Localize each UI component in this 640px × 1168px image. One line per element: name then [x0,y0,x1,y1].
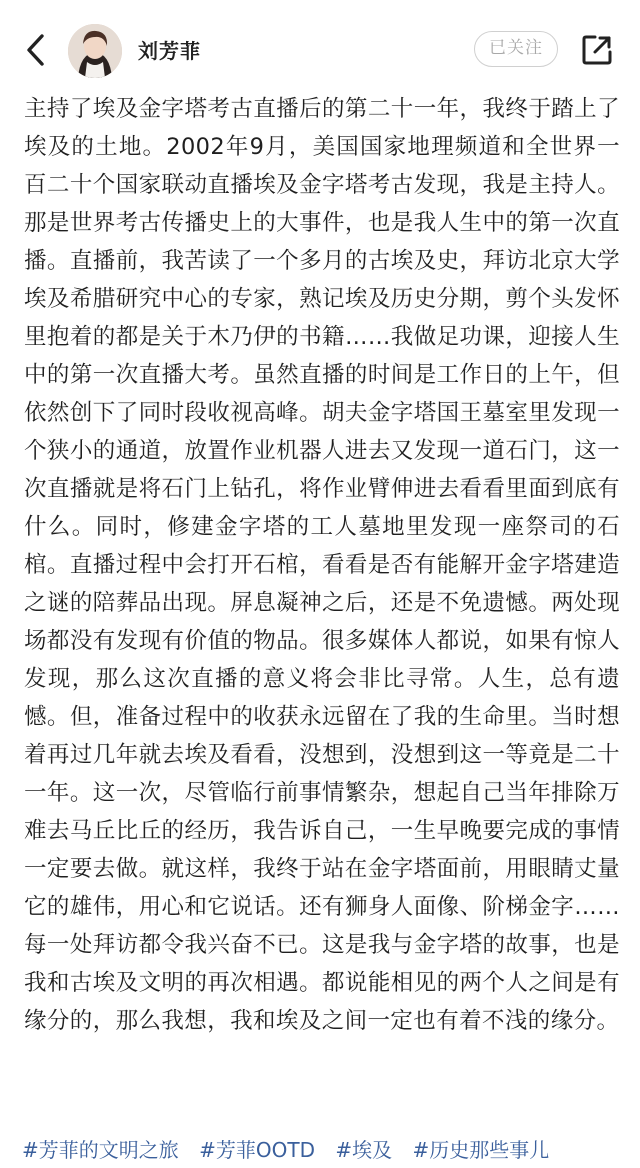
hashtag-list [22,1132,632,1168]
follow-button[interactable]: 已关注 [474,31,558,67]
top-bar [0,0,640,100]
back-button[interactable] [22,30,52,70]
hashtag[interactable]: #历史那些事儿 [412,1138,550,1162]
hashtag[interactable]: #埃及 [335,1138,393,1162]
share-icon [580,33,614,67]
author-name[interactable]: 刘芳菲 [138,39,201,63]
hashtag[interactable]: #芳菲的文明之旅 [22,1138,179,1162]
avatar[interactable] [68,24,122,78]
hashtag[interactable]: #芳菲OOTD [199,1138,315,1162]
share-button[interactable] [580,33,614,67]
article-body: 主持了埃及金字塔考古直播后的第二十一年，我终于踏上了埃及的土地。2002年9月，美国国家地理频道和全世界一百二十个国家联动直播埃及金字塔考古发现，我是主持人。那是世界考古传播史上的大事件，也是我人生中的第一次直播。直播前，我苦读了一个多月的古埃及史，拜访北京大学埃及希腊研究中心的专家，熟记埃及历史分期，剪个头发怀里抱着的都是关于木乃伊的书籍……我做足功课，迎接人生中的第一次直播大考。虽然直播的时间是工作日的上午，但依然创下了同时段收视高峰。胡夫金字塔国王墓室里发现一个狭小的通道，放置作业机器人进去又发现一道石门，这一次直播就是将石门上钻孔，将作业臂伸进去看看里面到底有什么。同时，修建金字塔的工人墓地里发现一座祭司的石棺。直播过程中会打开石棺，看看是否有能解开金字塔建造之谜的陪葬品出现。屏息凝神之后，还是不免遗憾。两处现场都没有发现有价值的物品。很多媒体人都说，如果有惊人发现，那么这次直播的意义将会非比寻常。人生，总有遗憾。但，准备过程中的收获永远留在了我的生命里。当时想着再过几年就去埃及看看，没想到，没想到这一等竟是二十一年。这一次，尽管临行前事情繁杂，想起自己当年排除万难去马丘比丘的经历，我告诉自己，一生早晚要完成的事情一定要去做。就这样，我终于站在金字塔面前，用眼睛丈量它的雄伟，用心和它说话。还有狮身人面像、阶梯金字……每一处拜访都令我兴奋不已。这是我与金字塔的故事，也是我和古埃及文明的再次相遇。都说能相见的两个人之间是有缘分的，那么我想，我和埃及之间一定也有着不浅的缘分。 [24,96,620,1034]
chevron-left-icon [22,30,52,70]
